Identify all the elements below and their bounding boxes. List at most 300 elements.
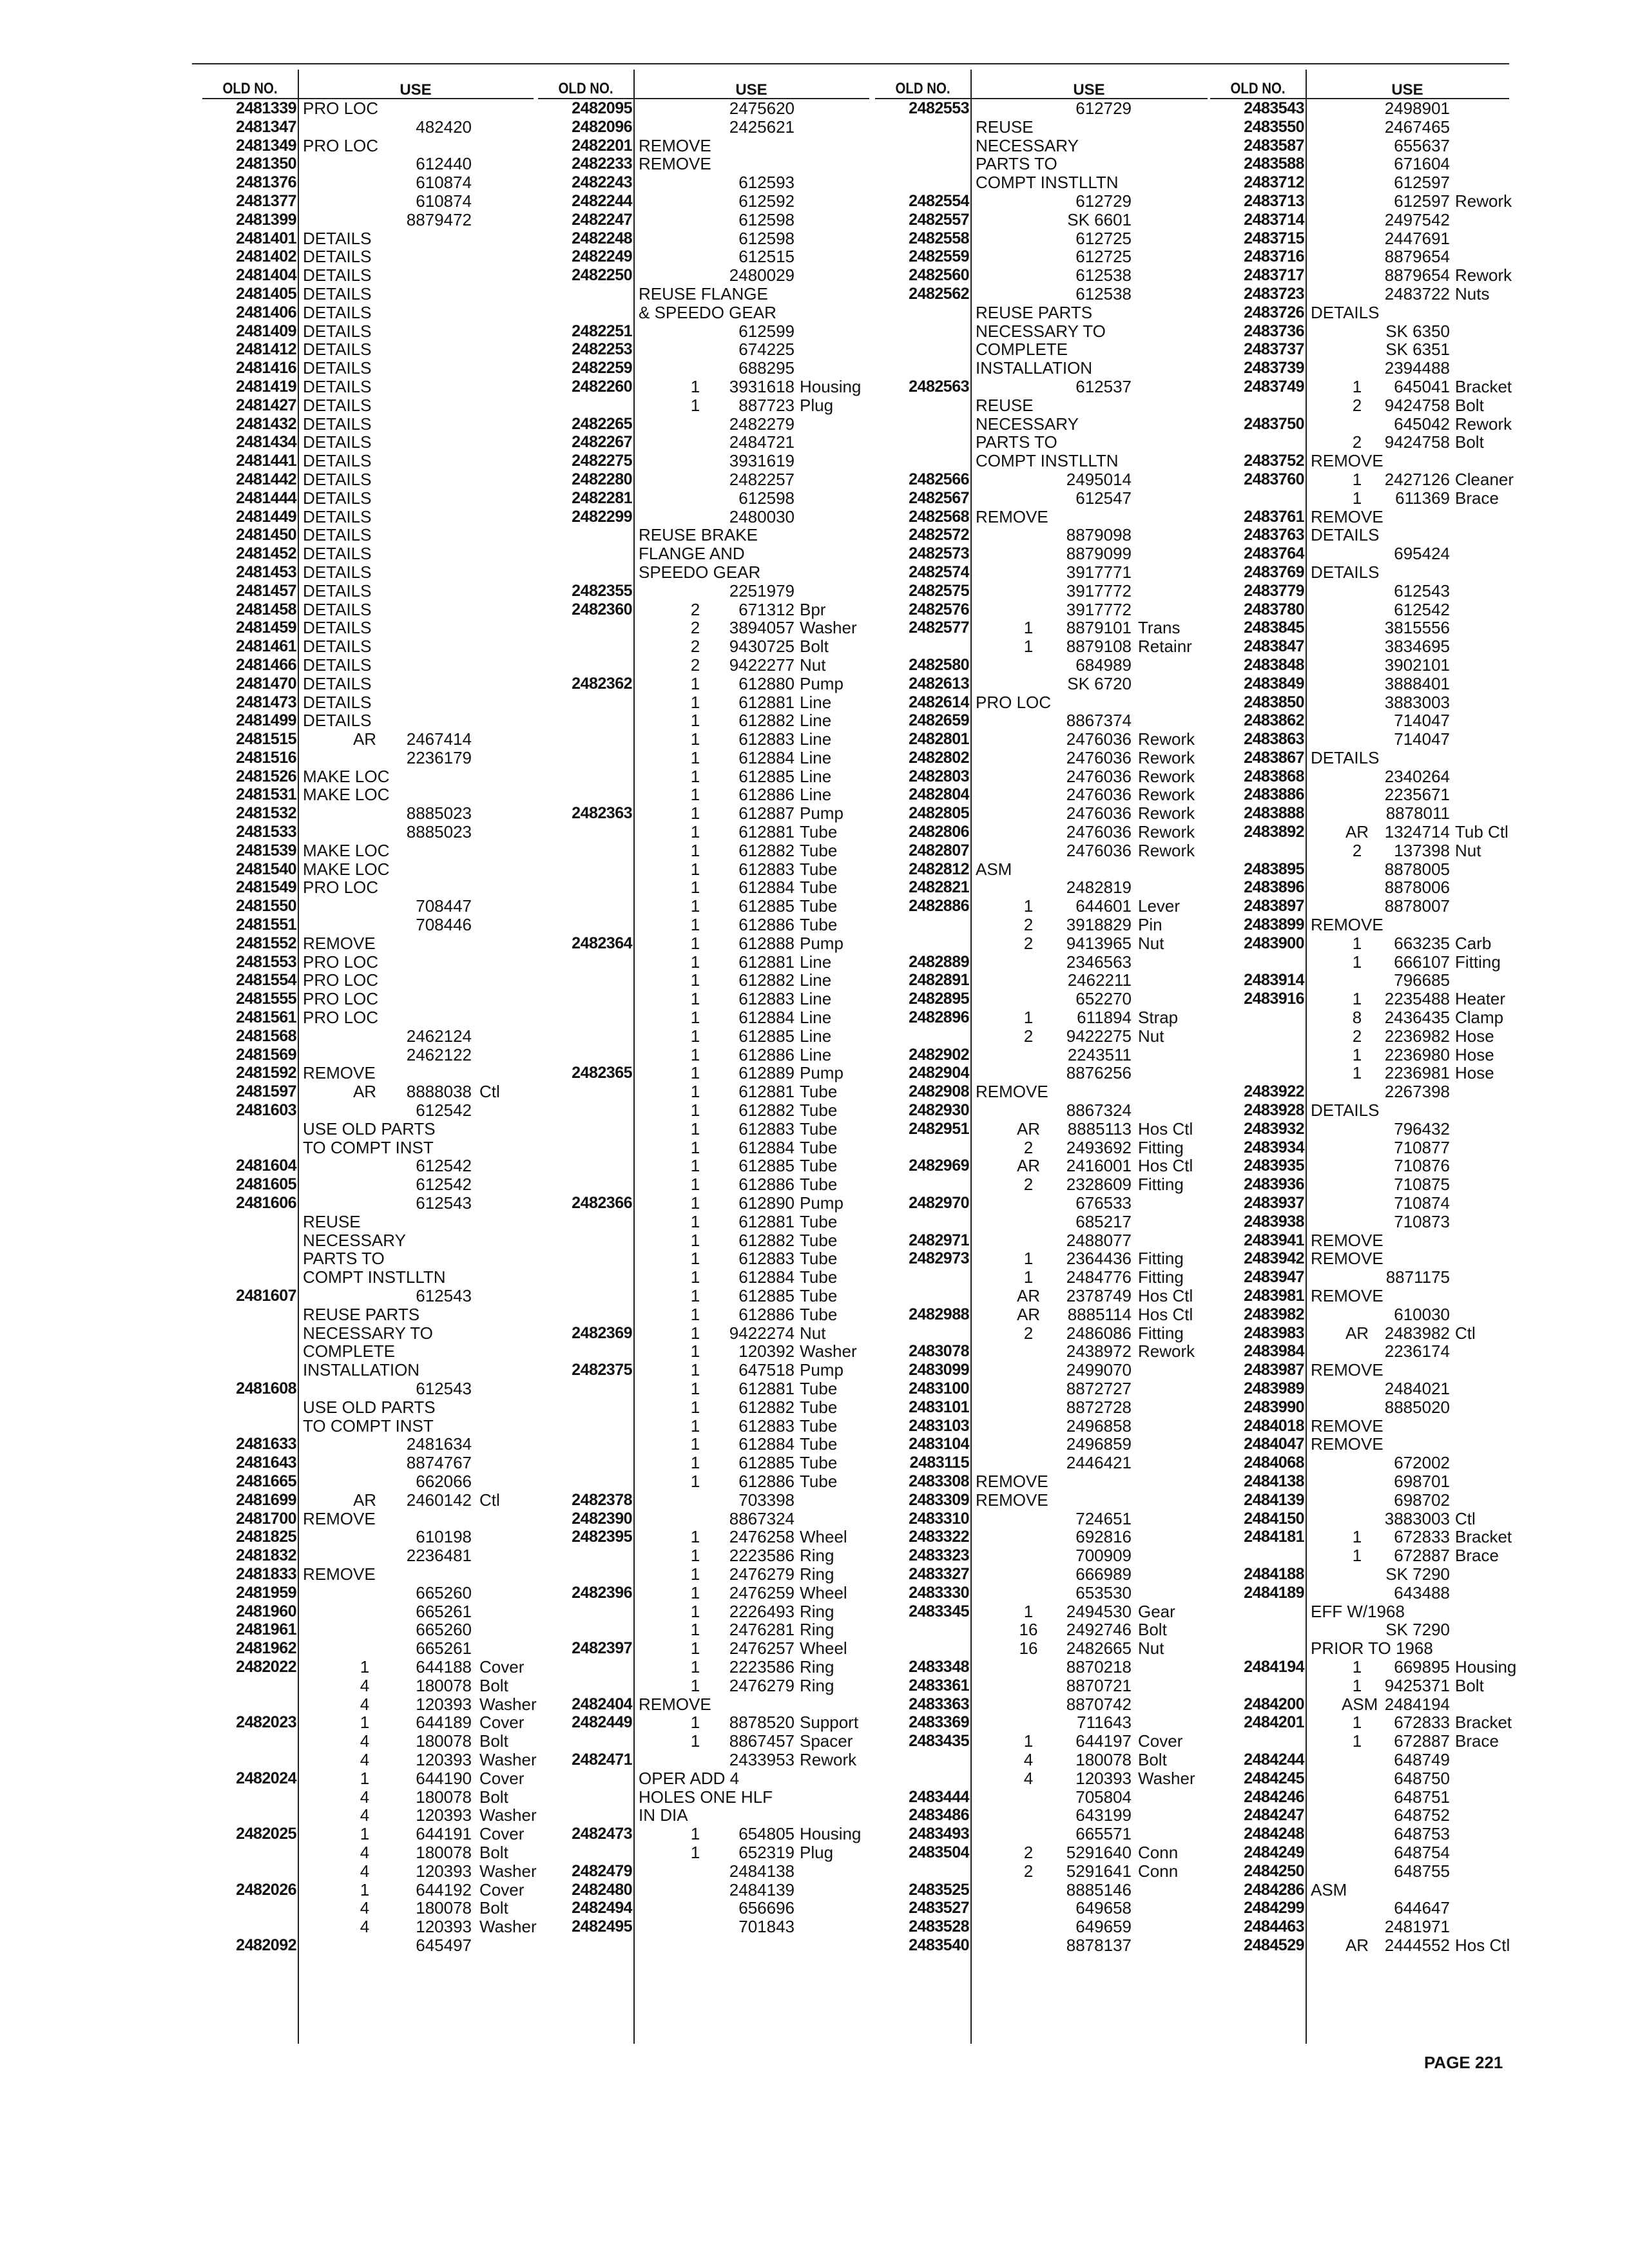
new-part-number: 612542 xyxy=(416,1175,472,1195)
new-part-number: 2223586 xyxy=(729,1657,795,1677)
old-part-number: 2481552 xyxy=(236,934,296,952)
old-part-number xyxy=(538,1157,635,1175)
use-cell xyxy=(972,1454,1208,1472)
use-cell xyxy=(1307,1510,1509,1528)
use-cell xyxy=(1307,1584,1509,1602)
new-part-number: 2251979 xyxy=(729,581,795,601)
table-row xyxy=(538,1510,869,1528)
table-row xyxy=(538,1249,869,1268)
new-part-number: 2492746 xyxy=(1066,1620,1132,1640)
use-note: DETAILS xyxy=(303,228,372,248)
quantity: 1 xyxy=(690,1286,700,1305)
old-part-number: 2482557 xyxy=(909,210,969,229)
table-row xyxy=(538,266,869,285)
use-cell xyxy=(299,1157,534,1175)
use-cell xyxy=(1307,637,1509,656)
use-cell xyxy=(1307,396,1509,415)
part-description: Pump xyxy=(800,673,843,693)
old-part-number: 2483104 xyxy=(909,1435,969,1454)
part-description: Nuts xyxy=(1455,284,1490,303)
table-row xyxy=(875,1046,1208,1064)
use-cell xyxy=(299,1602,534,1621)
new-part-number: 120392 xyxy=(738,1341,795,1361)
use-cell xyxy=(635,266,869,285)
use-cell xyxy=(635,378,869,396)
quantity: 4 xyxy=(360,1675,370,1695)
quantity: 1 xyxy=(1352,1675,1362,1695)
use-cell xyxy=(635,303,869,322)
old-part-number xyxy=(538,1082,635,1101)
new-part-number: 3931619 xyxy=(729,451,795,471)
use-cell xyxy=(972,1008,1208,1027)
new-part-number: 612886 xyxy=(738,1471,795,1491)
table-row xyxy=(875,804,1208,823)
table-row xyxy=(538,1194,869,1213)
table-row xyxy=(1210,1713,1512,1733)
use-cell xyxy=(1307,711,1509,730)
use-cell xyxy=(972,934,1208,953)
new-part-number: 2476036 xyxy=(1066,822,1132,842)
old-part-number xyxy=(538,1027,635,1046)
old-part-number: 2482804 xyxy=(909,785,969,804)
old-part-number: 2482574 xyxy=(909,562,969,581)
new-part-number: 2236174 xyxy=(1384,1341,1450,1361)
table-row xyxy=(875,1027,1208,1046)
part-description: Lever xyxy=(1138,896,1181,916)
use-cell xyxy=(299,1769,534,1788)
old-part-number: 2483444 xyxy=(909,1787,969,1806)
table-row xyxy=(538,1713,869,1732)
new-part-number: 180078 xyxy=(1075,1749,1132,1769)
part-description: Hose xyxy=(1455,1026,1494,1046)
old-part-number: 2484068 xyxy=(1244,1454,1304,1472)
table-row xyxy=(538,1046,869,1064)
part-description: Fitting xyxy=(1138,1267,1184,1287)
old-part-number xyxy=(538,1472,635,1491)
use-cell xyxy=(972,1268,1208,1287)
old-part-number: 2481427 xyxy=(236,396,296,414)
table-row xyxy=(875,99,1208,118)
old-part-number xyxy=(1210,953,1307,972)
old-part-number xyxy=(1210,1064,1307,1082)
new-part-number: 2495014 xyxy=(1066,469,1132,489)
use-cell xyxy=(1307,878,1509,897)
old-part-number: 2483779 xyxy=(1244,581,1304,600)
part-description: Nut xyxy=(800,1323,826,1343)
use-cell xyxy=(972,544,1208,563)
use-cell xyxy=(299,1713,534,1732)
part-description: Rework xyxy=(1138,785,1195,805)
table-row xyxy=(202,247,534,266)
new-part-number: 2486086 xyxy=(1066,1323,1132,1343)
use-cell xyxy=(299,1398,534,1417)
table-row xyxy=(1210,934,1509,953)
table-row xyxy=(875,229,1208,248)
new-part-number: 612881 xyxy=(738,822,795,842)
table-row xyxy=(538,841,869,860)
use-cell xyxy=(299,118,534,137)
table-row xyxy=(875,544,1208,563)
new-part-number: 8885113 xyxy=(1067,1119,1132,1139)
old-part-number: 2482479 xyxy=(572,1861,632,1880)
use-cell xyxy=(299,1064,534,1082)
quantity: 1 xyxy=(690,859,700,879)
table-row xyxy=(538,322,869,341)
old-part-number: 2482886 xyxy=(909,897,969,916)
old-part-number xyxy=(538,1342,635,1361)
old-part-number xyxy=(538,693,635,712)
table-row xyxy=(538,1268,869,1287)
table-row xyxy=(202,1732,534,1751)
new-part-number: 612725 xyxy=(1075,247,1132,267)
new-part-number: 710874 xyxy=(1394,1193,1450,1213)
table-row xyxy=(538,1620,869,1639)
table-row xyxy=(538,1751,869,1769)
old-part-number: 2483323 xyxy=(909,1546,969,1565)
use-cell xyxy=(1307,1417,1509,1436)
use-cell xyxy=(635,563,869,582)
use-cell xyxy=(299,1027,534,1046)
table-row xyxy=(202,340,534,359)
use-cell xyxy=(972,1732,1208,1751)
table-row xyxy=(875,934,1208,953)
use-cell xyxy=(635,878,869,897)
table-row xyxy=(538,1417,869,1436)
use-note: NECESSARY TO xyxy=(976,321,1106,341)
old-part-number: 2482803 xyxy=(909,767,969,785)
table-row xyxy=(1210,1546,1509,1565)
use-cell xyxy=(1307,1565,1509,1584)
table-row xyxy=(202,953,534,972)
table-row xyxy=(202,470,534,489)
old-part-number xyxy=(875,1027,972,1046)
table-row xyxy=(202,785,534,804)
use-cell xyxy=(972,359,1208,378)
table-row xyxy=(875,878,1208,897)
old-part-number: 2482889 xyxy=(909,952,969,971)
table-row xyxy=(538,1917,869,1936)
use-cell xyxy=(299,656,534,675)
new-part-number: 2467465 xyxy=(1384,117,1450,137)
table-row xyxy=(202,1825,534,1843)
old-part-number xyxy=(538,823,635,841)
old-part-number: 2482366 xyxy=(572,1194,632,1213)
quantity: 1 xyxy=(690,729,700,749)
new-part-number: 612886 xyxy=(738,1044,795,1064)
table-row xyxy=(538,1546,869,1565)
use-cell xyxy=(972,804,1208,823)
old-part-number: 2482260 xyxy=(572,377,632,396)
old-part-number: 2482471 xyxy=(572,1750,632,1769)
use-cell xyxy=(299,1231,534,1250)
old-part-number: 2482495 xyxy=(572,1917,632,1936)
new-part-number: 120393 xyxy=(1075,1768,1132,1788)
new-part-number: 2476036 xyxy=(1066,766,1132,786)
use-note: DETAILS xyxy=(303,414,372,434)
table-row xyxy=(875,1843,1208,1862)
use-cell xyxy=(299,730,534,749)
table-row xyxy=(538,1213,869,1231)
new-part-number: 2484194 xyxy=(1384,1694,1450,1714)
use-cell xyxy=(1307,1231,1509,1250)
old-part-number: 2483984 xyxy=(1244,1342,1304,1361)
old-part-number: 2483987 xyxy=(1244,1361,1304,1379)
table-row xyxy=(202,526,534,544)
table-row xyxy=(1210,897,1509,916)
quantity: 1 xyxy=(690,1416,700,1436)
old-part-number: 2482449 xyxy=(572,1713,632,1732)
table-row xyxy=(1210,637,1509,656)
quantity: AR xyxy=(352,1082,377,1102)
use-cell xyxy=(635,247,869,266)
use-note: REMOVE xyxy=(976,1490,1048,1510)
old-part-number xyxy=(875,155,972,173)
new-part-number: 612880 xyxy=(738,673,795,693)
quantity: 1 xyxy=(1352,1546,1362,1566)
old-part-number: 2482201 xyxy=(572,136,632,155)
use-cell xyxy=(1307,1101,1509,1120)
part-description: Washer xyxy=(479,1805,537,1825)
old-part-number: 2481453 xyxy=(236,562,296,581)
old-part-number: 2482249 xyxy=(572,247,632,266)
quantity: 4 xyxy=(360,1861,370,1881)
use-cell xyxy=(299,433,534,452)
old-part-number: 2482355 xyxy=(572,581,632,600)
table-row xyxy=(202,582,534,601)
use-cell xyxy=(972,1788,1208,1807)
part-description: Fitting xyxy=(1138,1249,1184,1269)
table-row xyxy=(1210,303,1509,322)
use-cell xyxy=(1307,265,1512,285)
table-row xyxy=(538,749,869,767)
old-part-number: 2483868 xyxy=(1244,767,1304,785)
use-cell xyxy=(635,1565,869,1584)
use-cell xyxy=(635,841,869,860)
quantity: AR xyxy=(1345,822,1369,842)
table-row xyxy=(538,637,869,656)
old-part-number: 2481449 xyxy=(236,507,296,526)
new-part-number: 649659 xyxy=(1075,1917,1132,1937)
table-row xyxy=(875,1398,1208,1417)
use-cell xyxy=(299,1472,534,1491)
quantity: 2 xyxy=(1023,915,1034,935)
table-row xyxy=(1210,1862,1509,1881)
old-part-number: 2483932 xyxy=(1244,1119,1304,1138)
old-part-number xyxy=(538,1046,635,1064)
use-cell xyxy=(1307,191,1512,211)
table-row xyxy=(875,470,1208,489)
table-row xyxy=(1210,656,1509,675)
table-row xyxy=(538,1454,869,1472)
old-part-number xyxy=(202,1305,299,1324)
table-row xyxy=(202,1528,534,1546)
use-note: ASM xyxy=(1311,1879,1347,1899)
old-part-number xyxy=(538,916,635,934)
new-part-number: 2462211 xyxy=(1067,970,1132,990)
old-part-number: 2482566 xyxy=(909,470,969,488)
part-description: Tube xyxy=(800,1416,838,1436)
part-description: Tube xyxy=(800,896,838,916)
use-cell xyxy=(635,433,869,452)
new-part-number: 612886 xyxy=(738,1304,795,1324)
table-row xyxy=(1210,1101,1509,1120)
use-cell xyxy=(635,1082,869,1101)
quantity: 1 xyxy=(690,1341,700,1361)
old-part-number: 2482558 xyxy=(909,229,969,247)
old-part-number: 2482096 xyxy=(572,117,632,136)
new-part-number: 2482257 xyxy=(729,469,795,489)
use-cell xyxy=(1307,1435,1509,1454)
old-part-number xyxy=(538,1788,635,1807)
use-cell xyxy=(299,247,534,266)
use-cell xyxy=(635,1843,869,1862)
quantity: 1 xyxy=(690,1008,700,1028)
old-part-number: 2483862 xyxy=(1244,711,1304,730)
use-cell xyxy=(972,137,1208,155)
new-part-number: 649658 xyxy=(1075,1898,1132,1918)
part-description: Tube xyxy=(800,1286,838,1305)
quantity: 1 xyxy=(690,1044,700,1064)
new-part-number: 701843 xyxy=(738,1917,795,1937)
quantity: 1 xyxy=(690,1601,700,1621)
use-cell xyxy=(1307,693,1509,712)
part-description: Tube xyxy=(800,859,838,879)
use-note: DETAILS xyxy=(303,432,372,452)
table-row xyxy=(1210,359,1509,378)
use-note: REMOVE xyxy=(1311,915,1383,935)
old-part-number xyxy=(538,1101,635,1120)
use-cell xyxy=(972,1046,1208,1064)
table-row xyxy=(1210,785,1509,804)
quantity: 1 xyxy=(360,1879,370,1899)
old-part-number xyxy=(1210,1602,1307,1621)
new-part-number: 8885020 xyxy=(1384,1397,1450,1417)
old-part-number: 2482251 xyxy=(572,322,632,340)
table-row xyxy=(1210,433,1509,452)
old-part-number: 2484529 xyxy=(1244,1936,1304,1954)
use-cell xyxy=(299,1361,534,1379)
old-part-number: 2483896 xyxy=(1244,878,1304,897)
quantity: 16 xyxy=(1019,1620,1038,1640)
table-row xyxy=(202,1231,534,1250)
old-part-number: 2482580 xyxy=(909,655,969,674)
part-description: Housing xyxy=(800,1824,862,1844)
old-part-number xyxy=(875,916,972,934)
quantity: AR xyxy=(1016,1119,1041,1139)
new-part-number: 612885 xyxy=(738,1286,795,1305)
quantity: 1 xyxy=(690,1657,700,1677)
old-no-header: OLD NO. xyxy=(895,80,950,97)
new-part-number: 5291641 xyxy=(1066,1861,1132,1881)
use-cell xyxy=(1307,1769,1509,1788)
use-cell xyxy=(972,1249,1208,1268)
new-part-number: 8874767 xyxy=(406,1453,472,1473)
table-row xyxy=(1210,322,1509,341)
use-cell xyxy=(1307,1546,1509,1565)
table-row xyxy=(1210,1175,1509,1194)
use-cell xyxy=(299,285,534,303)
old-part-number: 2482363 xyxy=(572,804,632,823)
table-row xyxy=(875,1936,1208,1955)
old-part-number: 2482095 xyxy=(572,99,632,117)
old-part-number: 2481700 xyxy=(236,1509,296,1528)
use-note: MAKE LOC xyxy=(303,859,390,879)
table-row xyxy=(875,1565,1208,1584)
new-part-number: 2436435 xyxy=(1384,1008,1450,1028)
old-part-number: 2482554 xyxy=(909,191,969,210)
new-part-number: 8870721 xyxy=(1066,1675,1132,1695)
new-part-number: 3894057 xyxy=(729,618,795,638)
old-part-number xyxy=(538,396,635,415)
use-cell xyxy=(972,693,1208,712)
new-part-number: SK 6601 xyxy=(1067,209,1132,229)
new-part-number: 703398 xyxy=(738,1490,795,1510)
table-row xyxy=(875,1194,1208,1213)
table-row xyxy=(538,211,869,229)
old-part-number: 2481444 xyxy=(236,488,296,507)
new-part-number: 700909 xyxy=(1075,1546,1132,1566)
table-row xyxy=(1210,1361,1509,1379)
new-part-number: 648754 xyxy=(1394,1842,1450,1862)
quantity: 1 xyxy=(690,1249,700,1269)
use-cell xyxy=(635,1695,869,1714)
use-cell xyxy=(635,601,869,619)
use-note: TO COMPT INST xyxy=(303,1416,434,1436)
table-row xyxy=(875,1287,1208,1305)
old-part-number xyxy=(538,860,635,879)
part-description: Fitting xyxy=(1455,952,1501,972)
use-cell xyxy=(635,1398,869,1417)
use-cell xyxy=(1307,563,1509,582)
old-part-number xyxy=(538,1268,635,1287)
old-part-number: 2483982 xyxy=(1244,1305,1304,1323)
old-part-number: 2483543 xyxy=(1244,99,1304,117)
quantity: 1 xyxy=(1352,1657,1362,1677)
table-row xyxy=(875,1268,1208,1287)
use-cell xyxy=(972,711,1208,730)
new-part-number: 612883 xyxy=(738,1249,795,1269)
use-cell xyxy=(1307,376,1512,396)
table-row xyxy=(875,415,1208,434)
use-cell xyxy=(972,601,1208,619)
old-part-number: 2481597 xyxy=(236,1082,296,1101)
quantity: 8 xyxy=(1352,1008,1362,1028)
use-cell xyxy=(299,340,534,359)
use-note: DETAILS xyxy=(303,340,372,360)
new-part-number: 2462124 xyxy=(406,1026,472,1046)
table-row xyxy=(1210,1249,1509,1268)
old-part-number: 2484248 xyxy=(1244,1825,1304,1843)
use-cell xyxy=(972,1584,1208,1602)
new-part-number: 612884 xyxy=(738,1137,795,1157)
new-part-number: 648753 xyxy=(1394,1824,1450,1844)
table-row xyxy=(202,637,534,656)
old-part-number xyxy=(202,1751,299,1769)
new-part-number: 672002 xyxy=(1394,1453,1450,1473)
new-part-number: 8872728 xyxy=(1066,1397,1132,1417)
use-cell xyxy=(299,1510,534,1528)
use-cell xyxy=(299,1639,534,1658)
use-cell xyxy=(972,1231,1208,1250)
new-part-number: 1324714 xyxy=(1384,822,1450,842)
new-part-number: 648750 xyxy=(1394,1768,1450,1788)
table-row xyxy=(1210,1324,1509,1343)
old-part-number xyxy=(202,1899,299,1917)
table-row xyxy=(875,155,1208,173)
use-cell xyxy=(635,396,869,415)
table-row xyxy=(1210,211,1509,229)
quantity: 1 xyxy=(1352,376,1362,396)
